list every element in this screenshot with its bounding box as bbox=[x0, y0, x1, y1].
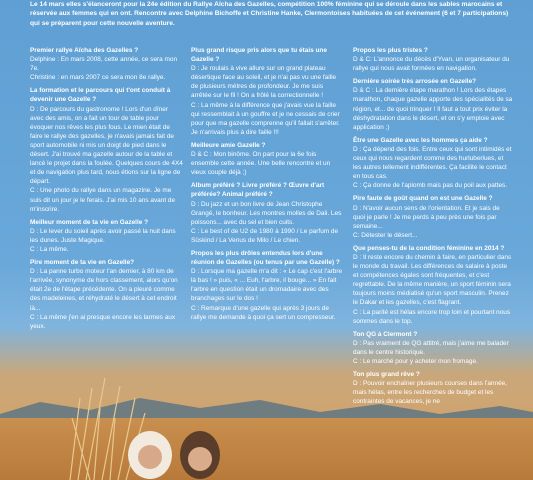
interview-answer: D : Du jazz et un bon livre de Jean Christophe Grangé, le bonheur. Les montres molles de Dali. Les poissons... avec du sel et bien cuits. bbox=[191, 200, 342, 226]
interview-answer: D : Il reste encore du chemin à faire, en particulier dans le monde du travail. Les différences de salaire à poste et compétences égales sont fréquentes, et c'est regrettable. De la même manière, un sport féminin sera toujours moins médiatisé qu'un sport masculin. Prenez le Dakar et les gazelles, c'est flagrant. bbox=[353, 253, 512, 307]
interview-question: Premier rallye Aïcha des Gazelles ? bbox=[30, 47, 139, 54]
interview-answer: D & C : Mon binôme. On part pour la 6e fois ensemble cette année. Une belle rencontre et un vieux couple déjà ;) bbox=[191, 151, 331, 177]
interview-answer: C : Le best of de U2 de 1980 à 1990 / Le parfum de Süskind / La Venus de Milo / Le chien. bbox=[191, 227, 339, 244]
interview-answer: D & C : La dernière étape marathon ! Lors des étapes marathon, chaque gazelle apporte des spécialités de sa région, et... de quoi trinquer ! Il faut a tout prix éviter la déshydratation dans le désert, et on s'y emploie avec application ;) bbox=[353, 87, 513, 131]
interview-question: Propos les plus tristes ? bbox=[353, 47, 428, 54]
interview-answer: C : Ça donne de l'aplomb mais pas du poil aux pattes. bbox=[353, 182, 508, 190]
interview-answer: C : Le marché pour y acheter mon fromage. bbox=[353, 358, 478, 365]
interview-answer: C: Détester le désert... bbox=[353, 231, 418, 239]
interview-answer: D : Lorsque ma gazelle m'a dit : « Le cap c'est l'arbre là bas ! » puis, « ... Euh, l'arbre, il bouge... » En fait l'arbre en question était un dromadaire avec des branchages sur le dos ! bbox=[191, 268, 343, 303]
interview-question: Dernière soirée très arrosée en Gazelle? bbox=[353, 78, 477, 86]
interview-answer: D : Le lever du soleil après avoir passé la nuit dans les dunes. Juste Magique. bbox=[30, 227, 176, 244]
gazelles-photo bbox=[118, 425, 228, 480]
interview-answer: D & C: L'annonce du décès d'Yvan, un organisateur du rallye qui nous avait formées en navigation. bbox=[353, 56, 510, 73]
interview-question: Ton QG à Clermont ? bbox=[353, 330, 418, 338]
interview-question: Pire moment de ta vie en Gazelle? bbox=[30, 259, 135, 267]
interview-question: Meilleur moment de ta vie en Gazelle ? bbox=[30, 218, 149, 226]
interview-answer: C : La même j'en ai presque encore les larmes aux yeux. bbox=[30, 313, 176, 330]
interview-answer: D : La panne turbo moteur l'an dernier, à 80 km de l'arrivée, synonyme de hors classement, alors qu'on était 2e de l'étape précédente. On a pleuré comme des madeleines, et réhydraté le désert à cet endroit là... bbox=[30, 268, 178, 312]
interview-question: Plus grand risque pris alors que tu étais une Gazelle ? bbox=[191, 47, 327, 64]
interview-answer: D : N'avoir aucun sens de l'orientation. Et je sais de quoi je parle ! Je me perds à peu près une fois par semaine... bbox=[353, 204, 500, 230]
interview-column-3 bbox=[353, 46, 513, 406]
interview-answer: C : La même à la différence que j'avais vue la faille qui ressemblait à un gouffre et je ne cessais de crier pour que ma gazelle comprenne qu'il fallait s'arrêter. Je n'arrivais plus à dire faille !!! bbox=[191, 101, 340, 136]
interview-question: Meilleure amie Gazelle ? bbox=[191, 141, 266, 149]
interview-answer: D : Ça dépend des fois. Entre ceux qui sont intimidés et ceux qui nous regardent comme des hurluberlues, et les autres tellement indifférentes. Ça facilite le contact en tous cas. bbox=[353, 145, 512, 181]
interview-question: Propos les plus drôles entendus lors d'une réunion de Gazelles (ou tenus par une Gazelle) ? bbox=[191, 249, 340, 267]
interview-answer: C : Remarque d'une gazelle qui après 3 jours de rallye me demande à quoi ça sert un compresseur. bbox=[191, 304, 336, 321]
interview-answer: C : Une photo du rallye dans un magazine. Je me suis dit un jour je le ferais. J'ai mis 10 ans avant de m'inscrire. bbox=[30, 187, 176, 213]
interview-question: Que penses-tu de la condition féminine en 2014 ? bbox=[353, 244, 505, 252]
interview-answer: D : Pas vraiment de QG attitré, mais j'aime me balader dans le centre historique. bbox=[353, 339, 509, 356]
interview-question: Pire faute de goût quand on est une Gazelle ? bbox=[353, 195, 493, 203]
interview-answer: D : Pouvoir enchaîner plusieurs courses dans l'année, mais hélas, entre les recherches de budget et les contraintes de vacances, je ne bbox=[353, 380, 508, 406]
interview-answer: D : De parcours du gastronome ! Lors d'un dîner avec des amis, on a fait un tour de table pour évoquer nos rêves les plus fous. Le mien était de faire le rallye des gazelles, je n'avais jamais fait de sport automobile ni mis un doigt de pied dans le désert. J'ai trouvé ma gazelle autour de la table et lancé le projet dans la foulée. Quelques cours de 4X4 et de navigation plus tard, nous étions sur la ligne de départ. bbox=[30, 105, 183, 186]
interview-question: La formation et le parcours qui t'ont conduit à devenir une Gazelle ? bbox=[30, 87, 171, 104]
interview-answer: D : Je roulais à vive allure sur un grand plateau désertique face au soleil, et je n'ai pas vu une faille de plusieurs mètres de profondeur. Je me suis arrêtée sur le fil ! On a frôlé la correctionnelle ! bbox=[191, 65, 337, 100]
interview-question: Être une Gazelle avec les hommes ça aide ? bbox=[353, 136, 488, 144]
interview-answer: Delphine : En mars 2008, cette année, ce sera mon 7e. bbox=[30, 56, 178, 73]
interview-question: Ton plus grand rêve ? bbox=[353, 371, 420, 379]
interview-answer: C : La parité est hélas encore trop loin et pourtant nous sommes dans le top. bbox=[353, 308, 511, 325]
intro-text: Le 14 mars elles s'élanceront pour la 24e édition du Rallye Aïcha des Gazelles, compétition 100% féminine qui se déroule dans les sables marocains et réservée aux femmes qui en ont. Rencontre avec Delphine Bichoffe et Christine Hanke, Clermontoises habituées de cet événement (6 et 7 participations) qui se préparent pour cette nouvelle aventure. bbox=[30, 1, 509, 27]
interview-column-1 bbox=[30, 46, 183, 331]
interview-column-2 bbox=[191, 46, 344, 322]
interview-answer: Christine : en mars 2007 ce sera mon 8e rallye. bbox=[30, 74, 166, 82]
interview-answer: C : La même. bbox=[30, 245, 69, 253]
interview-question: Album préféré ? Livre préféré ? Œuvre d'art préférée? Animal préféré ? bbox=[191, 182, 325, 199]
